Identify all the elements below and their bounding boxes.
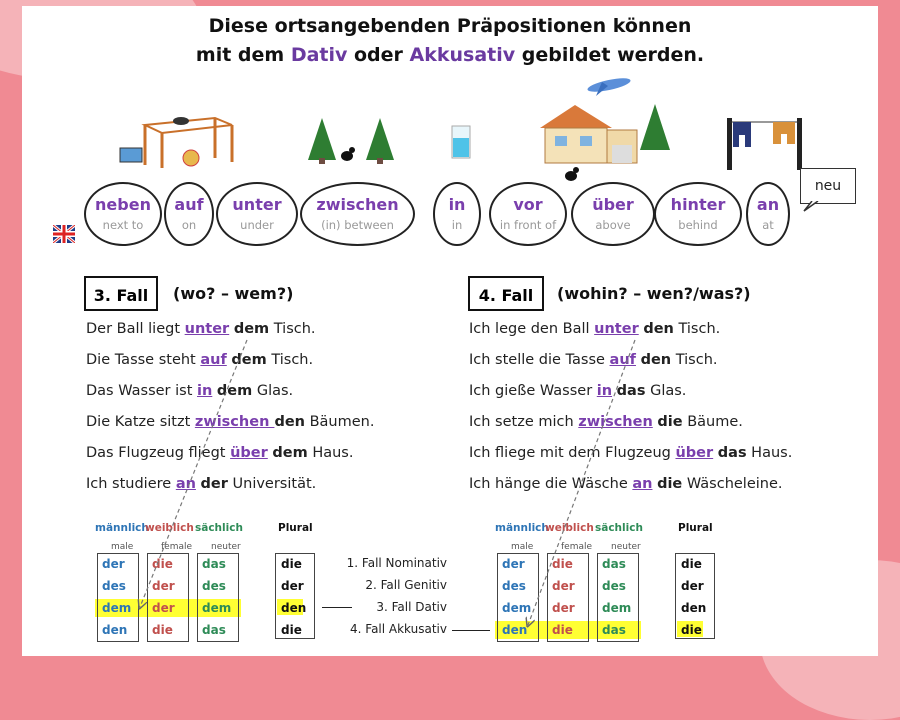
preposition-word: neben [95, 195, 151, 214]
sentence-text: Das Wasser ist [86, 383, 197, 399]
article-cell: die [152, 623, 173, 637]
article-cell: der [102, 557, 125, 571]
sentence-article: den [274, 414, 305, 430]
preposition-translation: under [240, 218, 274, 232]
gender-subheader: female [561, 542, 593, 552]
title-akkusativ: Akkusativ [409, 44, 516, 66]
gender-header: Plural [678, 522, 713, 534]
sentence-text: Glas. [645, 383, 687, 399]
sentence-text: Bäumen. [304, 414, 375, 430]
speech-tail [800, 201, 820, 213]
sentence-preposition: zwischen [578, 414, 653, 430]
article-cell: der [502, 557, 525, 571]
article-cell: die [552, 623, 573, 637]
article-cell: den [281, 601, 307, 615]
preposition-1 [164, 182, 214, 246]
sentence-preposition: an [632, 476, 653, 492]
fall-label: 2. Fall Genitiv [365, 578, 447, 592]
preposition-word: über [592, 195, 634, 214]
uk-flag-icon [53, 225, 75, 243]
preposition-translation: at [762, 218, 774, 232]
trees-cat-illustration [308, 118, 394, 164]
sentence-article: der [200, 476, 228, 492]
glass-illustration [452, 126, 470, 158]
sentence-text: Ich gieße Wasser [469, 383, 597, 399]
title-text: gebildet werden. [515, 44, 705, 66]
case4-sentence [469, 445, 792, 461]
article-cell: des [602, 579, 626, 593]
article-cell: des [202, 579, 226, 593]
preposition-2 [216, 182, 298, 246]
preposition-0 [84, 182, 162, 246]
preposition-3 [300, 182, 415, 246]
sentence-article: das [717, 445, 747, 461]
case4-sentence [469, 383, 686, 399]
sentence-article: die [657, 414, 683, 430]
connector-line [322, 607, 352, 608]
article-cell: der [552, 601, 575, 615]
table-illustration [120, 117, 232, 168]
sentence-text: Wäscheleine. [682, 476, 783, 492]
article-cell: den [681, 601, 707, 615]
plane-illustration [586, 76, 631, 96]
gender-header: sächlich [195, 522, 243, 534]
article-cell: die [552, 557, 573, 571]
case4-label: 4. Fall [468, 276, 544, 311]
fall-label: 1. Fall Nominativ [346, 556, 447, 570]
connector-line [452, 630, 490, 631]
illustrations [0, 0, 900, 200]
case4-sentence [469, 321, 720, 337]
preposition-word: in [448, 195, 466, 214]
article-cell: des [502, 579, 526, 593]
article-cell: die [681, 623, 702, 637]
preposition-word: an [756, 195, 780, 214]
sentence-text: Das Flugzeug fliegt [86, 445, 231, 461]
case3-sentence [86, 383, 293, 399]
fall-label: 3. Fall Dativ [376, 600, 447, 614]
article-cell: die [281, 623, 302, 637]
article-cell: die [681, 557, 702, 571]
sentence-text: Ich stelle die Tasse [469, 352, 610, 368]
article-cell: die [152, 557, 173, 571]
sentence-text: Der Ball liegt [86, 321, 185, 337]
sentence-preposition: zwischen [194, 414, 275, 430]
sentence-preposition: über [230, 445, 268, 461]
preposition-translation: in front of [499, 218, 557, 232]
gender-header: weiblich [145, 522, 194, 534]
sentence-text: Tisch. [671, 352, 718, 368]
case4-sentence [469, 414, 743, 430]
sentence-preposition: auf [609, 352, 636, 368]
article-cell: dem [102, 601, 132, 615]
sentence-text: Ich hänge die Wäsche [469, 476, 633, 492]
sentence-preposition: auf [200, 352, 227, 368]
neu-badge: neu [800, 168, 856, 204]
preposition-8 [746, 182, 790, 246]
gender-subheader: neuter [211, 542, 241, 552]
sentence-text: Haus. [307, 445, 354, 461]
gender-header: Plural [278, 522, 313, 534]
case3-sentence [86, 414, 374, 430]
gender-subheader: neuter [611, 542, 641, 552]
sentence-article: dem [231, 352, 267, 368]
article-cell: der [281, 579, 304, 593]
preposition-word: auf [174, 195, 204, 214]
sentence-preposition: über [675, 445, 714, 461]
sentence-text: Haus. [746, 445, 793, 461]
case3-sentence [86, 352, 313, 368]
article-cell: das [202, 623, 226, 637]
sentence-text: Tisch. [673, 321, 721, 337]
article-cell: den [102, 623, 128, 637]
preposition-word: hinter [670, 195, 726, 214]
sentence-text: Ich fliege mit dem Flugzeug [469, 445, 676, 461]
sentence-article: den [643, 321, 674, 337]
clothesline-illustration [727, 118, 802, 170]
sentence-preposition: an [175, 476, 196, 492]
sentence-article: dem [216, 383, 253, 399]
sentence-preposition: unter [184, 321, 230, 337]
case4-sentence [469, 352, 718, 368]
preposition-5 [489, 182, 567, 246]
gender-header: weiblich [545, 522, 594, 534]
sentence-text: Glas. [252, 383, 294, 399]
article-cell: der [552, 579, 575, 593]
gender-subheader: male [511, 542, 534, 552]
sentence-text: Ich lege den Ball [469, 321, 595, 337]
case3-label: 3. Fall [84, 276, 158, 311]
sentence-preposition: in [596, 383, 613, 399]
sentence-article: die [657, 476, 683, 492]
preposition-6 [571, 182, 655, 246]
sentence-text: Tisch. [269, 321, 316, 337]
article-cell: der [152, 579, 175, 593]
article-cell: die [281, 557, 302, 571]
preposition-translation: next to [102, 218, 144, 232]
preposition-translation: in [451, 218, 463, 232]
sentence-article: den [640, 352, 672, 368]
title-line-1: Diese ortsangebenden Präpositionen können [208, 15, 692, 37]
article-cell: dem [202, 601, 232, 615]
preposition-translation: on [181, 218, 197, 232]
sentence-preposition: unter [594, 321, 639, 337]
article-cell: der [152, 601, 175, 615]
sentence-text: Die Tasse steht [86, 352, 201, 368]
preposition-word: unter [232, 195, 282, 214]
sentence-article: dem [272, 445, 308, 461]
sentence-text: Tisch. [266, 352, 314, 368]
sentence-text: Die Katze sitzt [86, 414, 195, 430]
gender-header: männlich [495, 522, 549, 534]
gender-subheader: female [161, 542, 193, 552]
case4-question: (wohin? – wen?/was?) [557, 284, 751, 303]
sentence-article: das [616, 383, 646, 399]
article-cell: des [102, 579, 126, 593]
title-text: oder [347, 44, 410, 66]
article-cell: den [502, 623, 528, 637]
gender-subheader: male [111, 542, 134, 552]
sentence-preposition: in [197, 383, 213, 399]
article-cell: dem [602, 601, 632, 615]
preposition-translation: (in) between [321, 218, 394, 232]
article-cell: das [202, 557, 226, 571]
fall-label: 4. Fall Akkusativ [350, 622, 447, 636]
article-cell: der [681, 579, 704, 593]
house-illustration [540, 104, 670, 181]
preposition-translation: behind [678, 218, 718, 232]
gender-header: männlich [95, 522, 149, 534]
case3-sentence [86, 445, 353, 461]
sentence-text: Universität. [227, 476, 317, 492]
preposition-4 [433, 182, 481, 246]
sentence-article: dem [233, 321, 270, 337]
article-cell: das [602, 557, 626, 571]
case4-sentence [469, 476, 783, 492]
sentence-text: Ich setze mich [469, 414, 579, 430]
gender-header: sächlich [595, 522, 643, 534]
preposition-translation: above [595, 218, 631, 232]
sentence-text: Bäume. [682, 414, 743, 430]
case3-sentence [86, 321, 316, 337]
case3-sentence [86, 476, 316, 492]
title-dativ: Dativ [290, 44, 348, 66]
preposition-word: vor [513, 195, 543, 214]
case3-question: (wo? – wem?) [173, 284, 294, 303]
sentence-text: Ich studiere [86, 476, 176, 492]
title-text: mit dem [195, 44, 291, 66]
article-cell: dem [502, 601, 532, 615]
preposition-word: zwischen [316, 195, 399, 214]
preposition-7 [654, 182, 742, 246]
article-cell: das [602, 623, 626, 637]
